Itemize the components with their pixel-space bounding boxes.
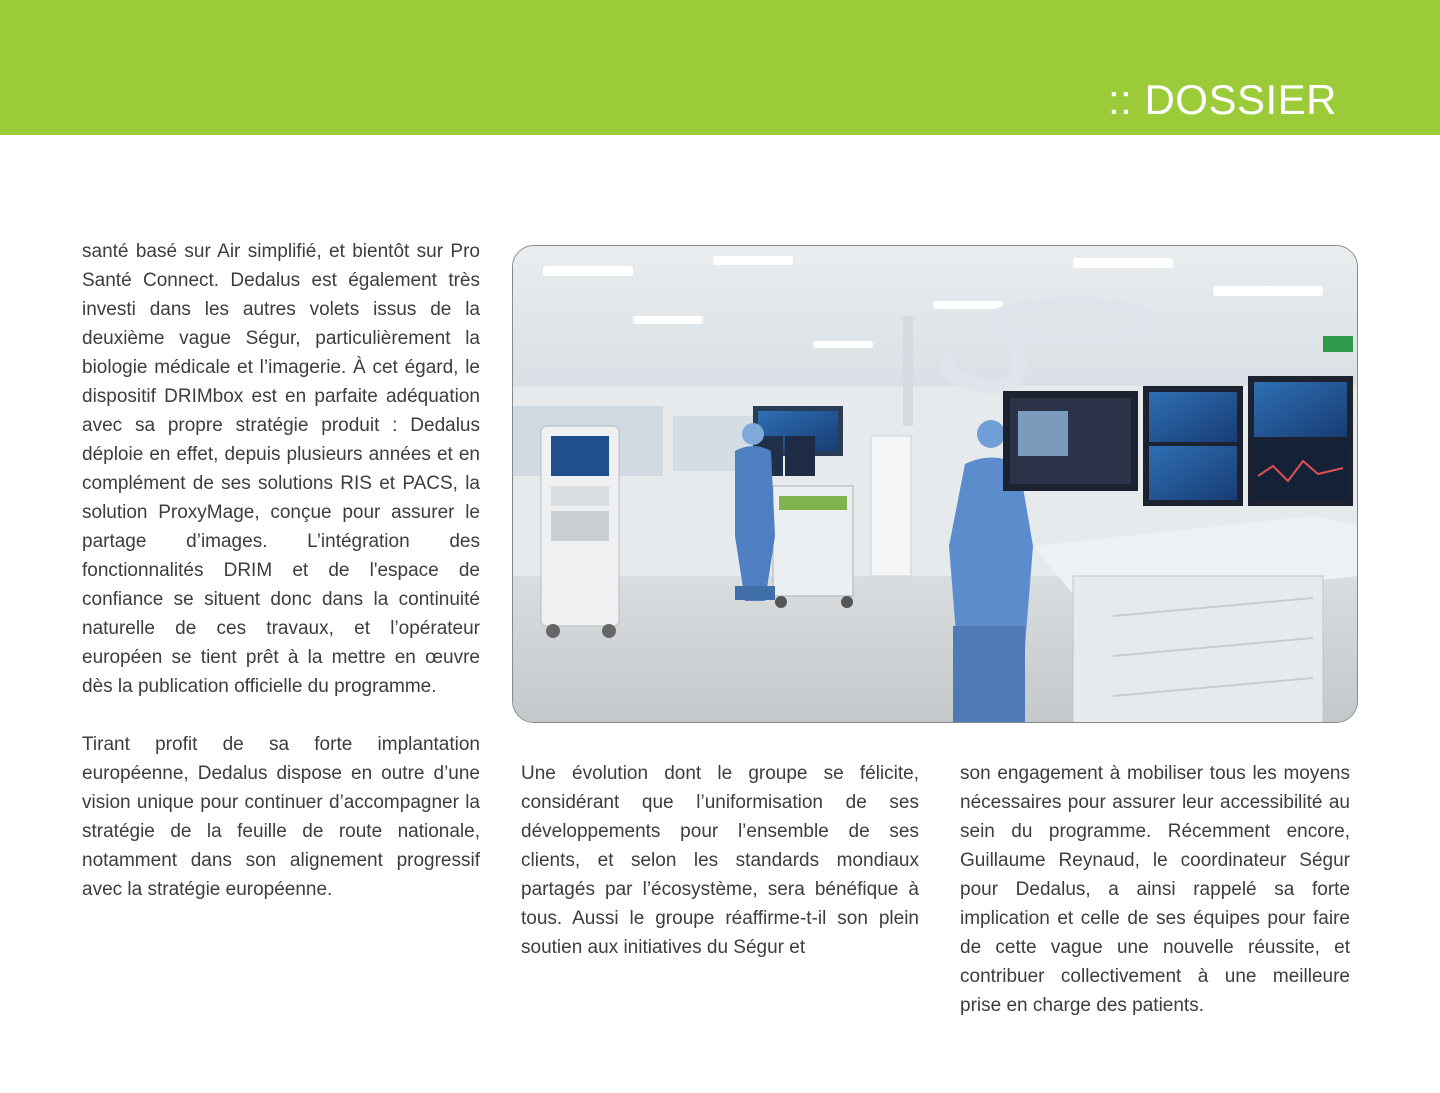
text-column-3 [960,759,1350,1020]
text-column-1 [82,237,480,904]
paragraph: santé basé sur Air simplifié, et bientôt sur Pro Santé Connect. Dedalus est également très investi dans les autres volets issus de la deuxième vague Ségur, particulièrement la biologie médicale et l’imagerie. À cet égard, le dispositif DRIMbox est en parfaite adéquation avec sa propre stratégie produit : Dedalus déploie en effet, depuis plusieurs années et en complément de ses solutions RIS et PACS, la solution ProxyMage, conçue pour assurer le partage d’images. L’intégration des fonctionnalités DRIM et de l'espace de confiance se situent donc dans la continuité naturelle de ces travaux, et l’opérateur européen se tient prêt à la mettre en œuvre dès la publication officielle du programme. [82,241,480,697]
header-bar [0,0,1440,135]
section-title: :: DOSSIER [1107,76,1337,123]
text-column-2 [521,759,919,962]
hospital-room-photo [512,245,1358,723]
paragraph: son engagement à mobiliser tous les moyens nécessaires pour assurer leur accessibilité au sein du programme. Récemment encore, Guillaume Reynaud, le coordinateur Ségur pour Dedalus, a ainsi rappelé sa forte implication et celle de ses équipes pour faire de cette vague une nouvelle réussite, et contribuer collectivement à une meilleure prise en charge des patients. [960,763,1350,1016]
paragraph: Une évolution dont le groupe se félicite, considérant que l’uniformisation de ses développements pour l’ensemble de ses clients, et selon les standards mondiaux partagés par l’écosystème, sera bénéfique à tous. Aussi le groupe réaffirme-t-il son plein soutien aux initiatives du Ségur et [521,763,919,958]
paragraph: Tirant profit de sa forte implantation européenne, Dedalus dispose en outre d’une vision unique pour continuer d’accompagner la stratégie de la feuille de route nationale, notamment dans son alignement progressif avec la stratégie européenne. [82,734,480,900]
